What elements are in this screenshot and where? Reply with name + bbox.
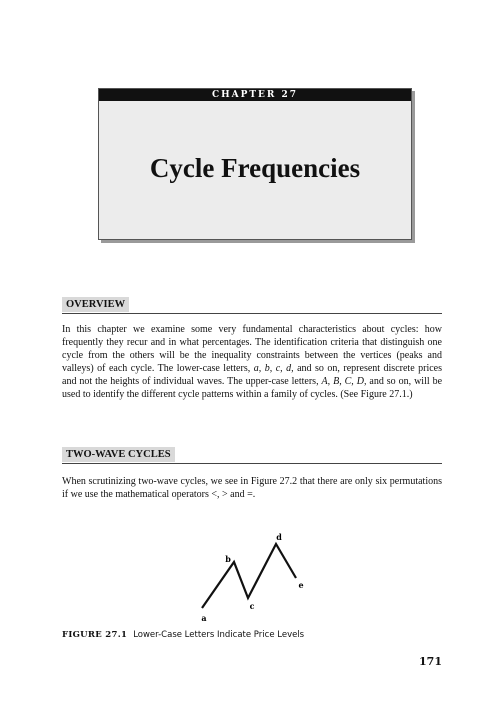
figure-caption <box>62 630 304 640</box>
section-rule <box>62 313 442 314</box>
chapter-title: Cycle Frequencies <box>149 153 361 183</box>
two-wave-paragraph: When scrutinizing two-wave cycles, we see in Figure 27.2 that there are only six permutations if we use the mathematical operators <, > and =. <box>62 476 442 500</box>
two-wave-section-header <box>62 446 442 464</box>
overview-text-2: and so on, represent discrete prices and not the heights of individual waves. The upper-case letters, <box>62 363 442 387</box>
point-a-label: a <box>201 613 207 623</box>
chapter-label: CHAPTER 27 <box>99 89 411 101</box>
point-c-label: c <box>249 601 255 611</box>
chapter-heading-box <box>98 88 412 240</box>
overview-heading: OVERVIEW <box>62 297 129 312</box>
point-d-label: d <box>276 532 282 542</box>
overview-text-3: and so on, will be used to identify the different cycle patterns within a family of cycles. (See Figure 27.1.) <box>62 376 443 400</box>
overview-section-header <box>62 296 442 314</box>
price-zigzag-figure <box>190 528 330 628</box>
page-number: 171 <box>419 655 442 668</box>
zigzag-line <box>202 544 296 608</box>
overview-uppercase-letters: A, B, C, D, <box>321 376 367 387</box>
two-wave-heading: TWO-WAVE CYCLES <box>62 447 175 462</box>
overview-paragraph <box>62 323 442 401</box>
figure-caption-text: Lower-Case Letters Indicate Price Levels <box>133 630 305 640</box>
figure-caption-label: FIGURE 27.1 <box>62 630 128 640</box>
point-b-label: b <box>225 554 231 564</box>
point-e-label: e <box>298 580 304 590</box>
section-rule <box>62 463 442 464</box>
overview-text-1: In this chapter we examine some very fundamental characteristics about cycles: how frequently they recur and in what percentages. The identification criteria that distinguish one cycle from the others will be the inequality constraints between the vertices (peaks and valleys) of each cycle. The lower-case letters, <box>62 324 442 374</box>
overview-lowercase-letters: a, b, c, d, <box>253 363 294 374</box>
